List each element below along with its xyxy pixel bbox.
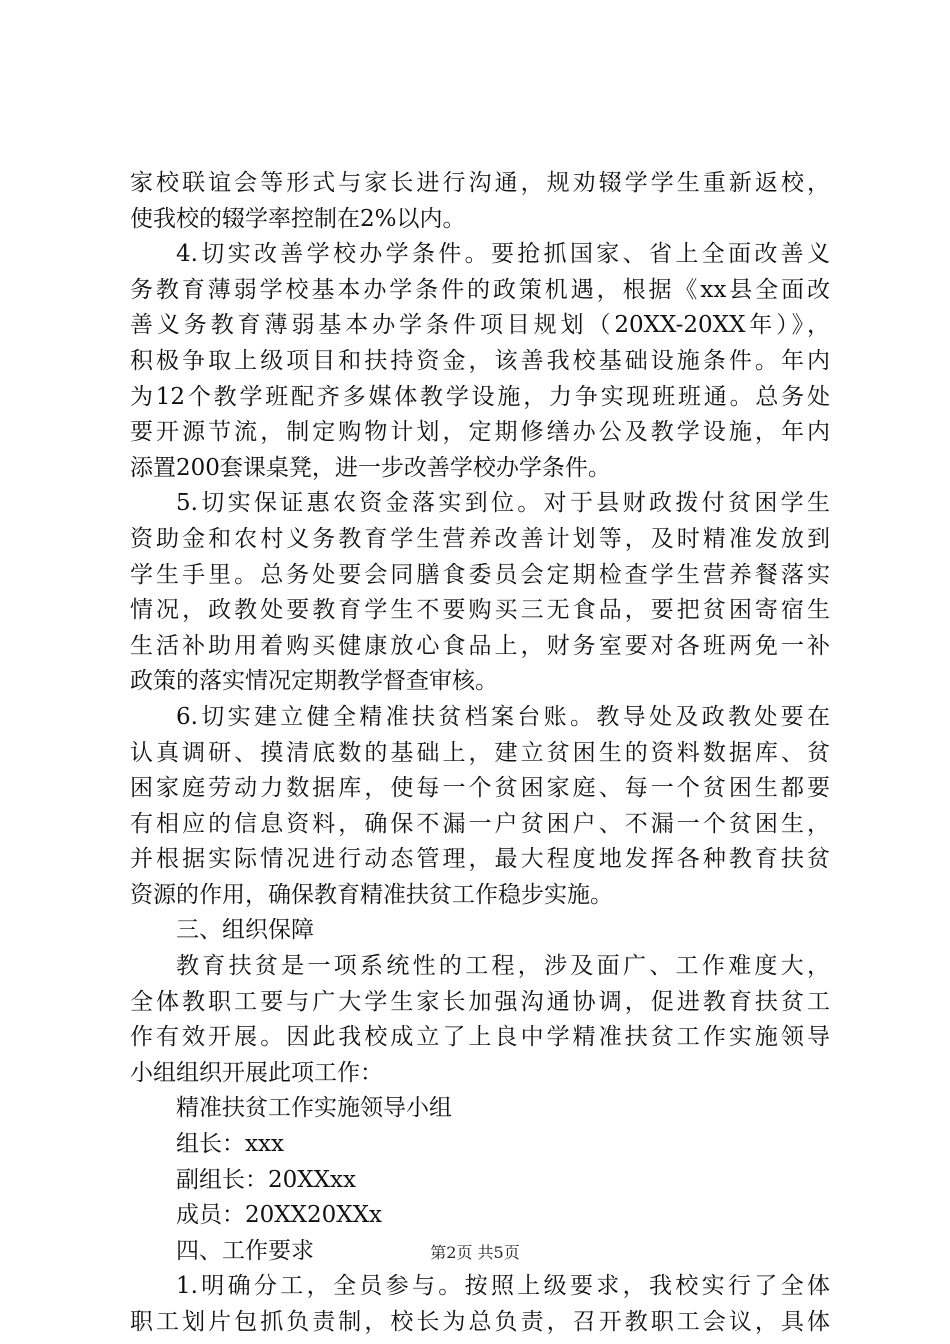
page-number: 第2页 共5页 [430, 1243, 520, 1262]
text-line: 政策的落实情况定期教学督查审核。 [130, 668, 498, 695]
text-line: 学生手里。总务处要会同膳食委员会定期检查学生营养餐落实 [130, 561, 830, 588]
text-line: 为12个教学班配齐多媒体教学设施，力争实现班班通。总务处 [130, 383, 830, 410]
text-line: 有相应的信息资料，确保不漏一户贫困户、不漏一个贫困生， [130, 810, 830, 837]
text-line: 组长：xxx [176, 1131, 284, 1158]
text-line: 作有效开展。因此我校成立了上良中学精准扶贫工作实施领导 [130, 1024, 830, 1051]
text-line: 全体教职工要与广大学生家长加强沟通协调，促进教育扶贫工 [130, 988, 830, 1015]
text-line: 教育扶贫是一项系统性的工程，涉及面广、工作难度大， [176, 953, 830, 980]
text-line: 情况，政教处要教育学生不要购买三无食品，要把贫困寄宿生 [130, 597, 830, 624]
text-line: 并根据实际情况进行动态管理，最大程度地发挥各种教育扶贫 [130, 846, 830, 873]
text-line: 积极争取上级项目和扶持资金，该善我校基础设施条件。年内 [130, 347, 830, 374]
text-line: 要开源节流，制定购物计划，定期修缮办公及教学设施，年内 [130, 419, 830, 446]
text-line: 精准扶贫工作实施领导小组 [176, 1095, 452, 1122]
text-line: 职工划片包抓负责制，校长为总负责，召开教职工会议，具体 [130, 1309, 830, 1335]
text-line: 1.明确分工，全员参与。按照上级要求，我校实行了全体 [176, 1273, 830, 1300]
text-line: 善义务教育薄弱基本办学条件项目规划（20XX-20XX年）》， [130, 312, 830, 339]
text-line: 务教育薄弱学校基本办学条件的政策机遇，根据《xx县全面改 [130, 276, 830, 303]
text-line: 小组组织开展此项工作： [130, 1059, 383, 1086]
section-heading: 四、工作要求 [176, 1237, 314, 1264]
text-line: 添置200套课桌凳，进一步改善学校办学条件。 [130, 454, 611, 481]
text-line: 资源的作用，确保教育精准扶贫工作稳步实施。 [130, 881, 613, 908]
text-line: 资助金和农村义务教育学生营养改善计划等，及时精准发放到 [130, 525, 830, 552]
text-line: 困家庭劳动力数据库，使每一个贫困家庭、每一个贫困生都要 [130, 775, 830, 802]
text-line: 5.切实保证惠农资金落实到位。对于县财政拨付贫困学生 [176, 490, 830, 517]
text-line: 生活补助用着购买健康放心食品上，财务室要对各班两免一补 [130, 632, 830, 659]
text-line: 6.切实建立健全精准扶贫档案台账。教导处及政教处要在 [176, 703, 830, 730]
section-heading: 三、组织保障 [176, 917, 314, 944]
text-line: 4.切实改善学校办学条件。要抢抓国家、省上全面改善义 [176, 241, 830, 268]
text-line: 副组长：20XXxx [176, 1166, 356, 1193]
text-line: 使我校的辍学率控制在2%以内。 [130, 205, 466, 232]
text-line: 成员：20XX20XXx [176, 1202, 383, 1229]
text-line: 认真调研、摸清底数的基础上，建立贫困生的资料数据库、贫 [130, 739, 830, 766]
text-line: 家校联谊会等形式与家长进行沟通，规劝辍学学生重新返校， [130, 170, 830, 196]
document-body [130, 166, 830, 1341]
